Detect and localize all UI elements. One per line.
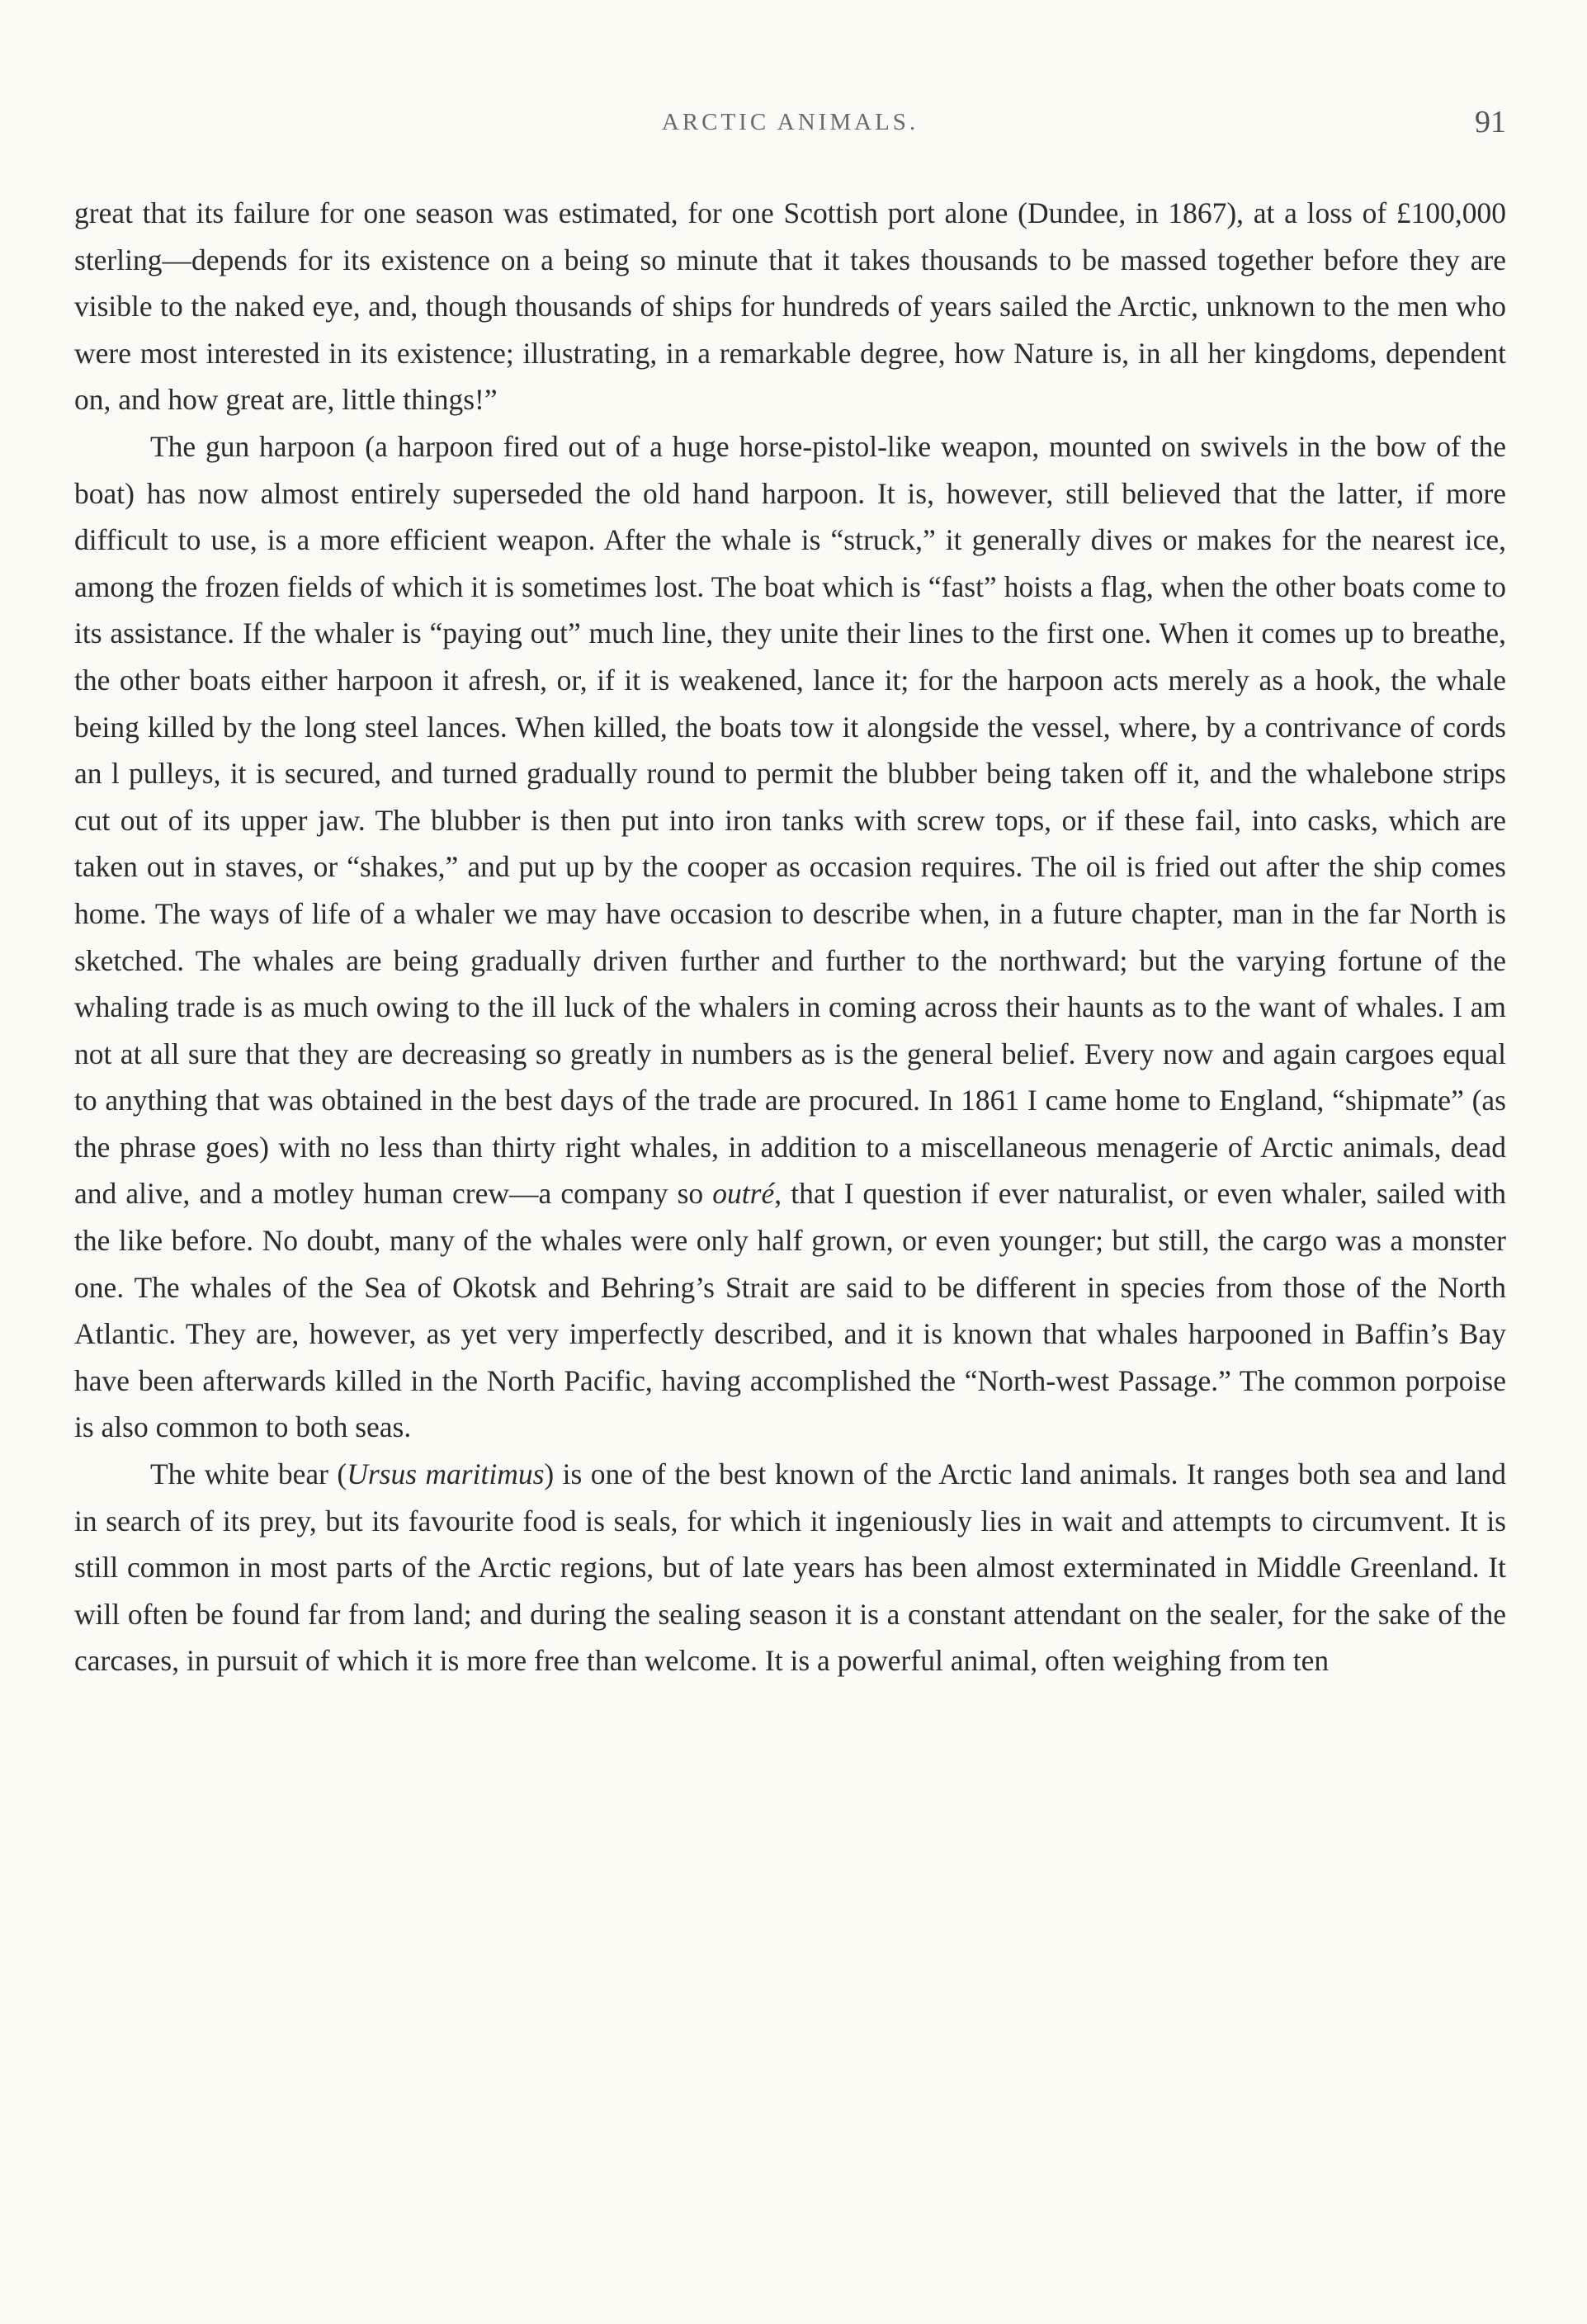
text-segment: great that its failure for one season was estimated, for one Scottish port alone (Dundee, in 1867), at a loss of £100,000 sterling—depends for its existence on a being so minute that it takes thousands to be massed together before they are visible to the naked eye, and, though thousands of ships for hundreds of years sailed the Arctic, unknown to the men who were most interested in its existence; illustrating, in a remarkable degree, how Nature is, in all her kingdoms, dependent on, and how great are, little things!”: [74, 196, 1506, 417]
running-title: ARCTIC ANIMALS.: [661, 109, 919, 135]
text-segment: ) is one of the best known of the Arctic land animals. It ranges both sea and land in search of its prey, but its favourite food is seals, for which it ingeniously lies in wait and attempts to circumvent. It is still common in most parts of the Arctic regions, but of late years has been almost exterminated in Middle Greenland. It will often be found far from land; and during the sealing season it is a constant attendant on the sealer, for the sake of the carcases, in pursuit of which it is more free than welcome. It is a powerful animal, often weighing from ten: [74, 1457, 1507, 1678]
paragraph-white-bear: [74, 1451, 1506, 1684]
paragraph-whale-food: [74, 190, 1506, 423]
italic-species-name: Ursus maritimus: [347, 1457, 545, 1491]
page-number: 91: [1475, 105, 1506, 139]
body-text: [74, 190, 1506, 1684]
italic-term-outre: outré: [712, 1177, 775, 1211]
text-segment: The gun harpoon (a harpoon fired out of a huge horse-pistol-like weapon, mounted on swivels in the bow of the boat) has now almost entirely superseded the old hand harpoon. It is, however, still believed that the latter, if more difficult to use, is a more efficient weapon. After the whale is “struck,” it generally dives or makes for the nearest ice, among the frozen fields of which it is sometimes lost. The boat which is “fast” hoists a flag, when the other boats come to its assistance. If the whaler is “paying out” much line, they unite their lines to the first one. When it comes up to breathe, the other boats either harpoon it afresh, or, if it is weakened, lance it; for the harpoon acts merely as a hook, the whale being killed by the long steel lances. When killed, the boats tow it alongside the vessel, where, by a contrivance of cords an l pulleys, it is secured, and turned gradually round to permit the blubber being taken off it, and the whalebone strips cut out of its upper jaw. The blubber is then put into iron tanks with screw tops, or if these fail, into casks, which are taken out in staves, or “shakes,” and put up by the cooper as occasion requires. The oil is fried out after the ship comes home. The ways of life of a whaler we may have occasion to describe when, in a future chapter, man in the far North is sketched. The whales are being gradually driven further and further to the northward; but the varying fortune of the whaling trade is as much owing to the ill luck of the whalers in coming across their haunts as to the want of whales. I am not at all sure that they are decreasing so greatly in numbers as is the general belief. Every now and again cargoes equal to anything that was obtained in the best days of the trade are procured. In 1861 I came home to England, “shipmate” (as the phrase goes) with no less than thirty right whales, in addition to a miscellaneous menagerie of Arctic animals, dead and alive, and a motley human crew—a company so: [74, 429, 1506, 1211]
running-head: [74, 105, 1506, 142]
text-segment: , that I question if ever naturalist, or even whaler, sailed with the like before. No doubt, many of the whales were only half grown, or even younger; but still, the cargo was a monster one. The whales of the Sea of Okotsk and Behring’s Strait are said to be different in species from those of the North Atlantic. They are, however, as yet very imperfectly described, and it is known that whales harpooned in Baffin’s Bay have been afterwards killed in the North Pacific, having accomplished the “North-west Passage.” The common porpoise is also common to both seas.: [74, 1177, 1506, 1444]
text-segment: The white bear (: [150, 1457, 347, 1491]
paragraph-gun-harpoon: [74, 423, 1506, 1451]
